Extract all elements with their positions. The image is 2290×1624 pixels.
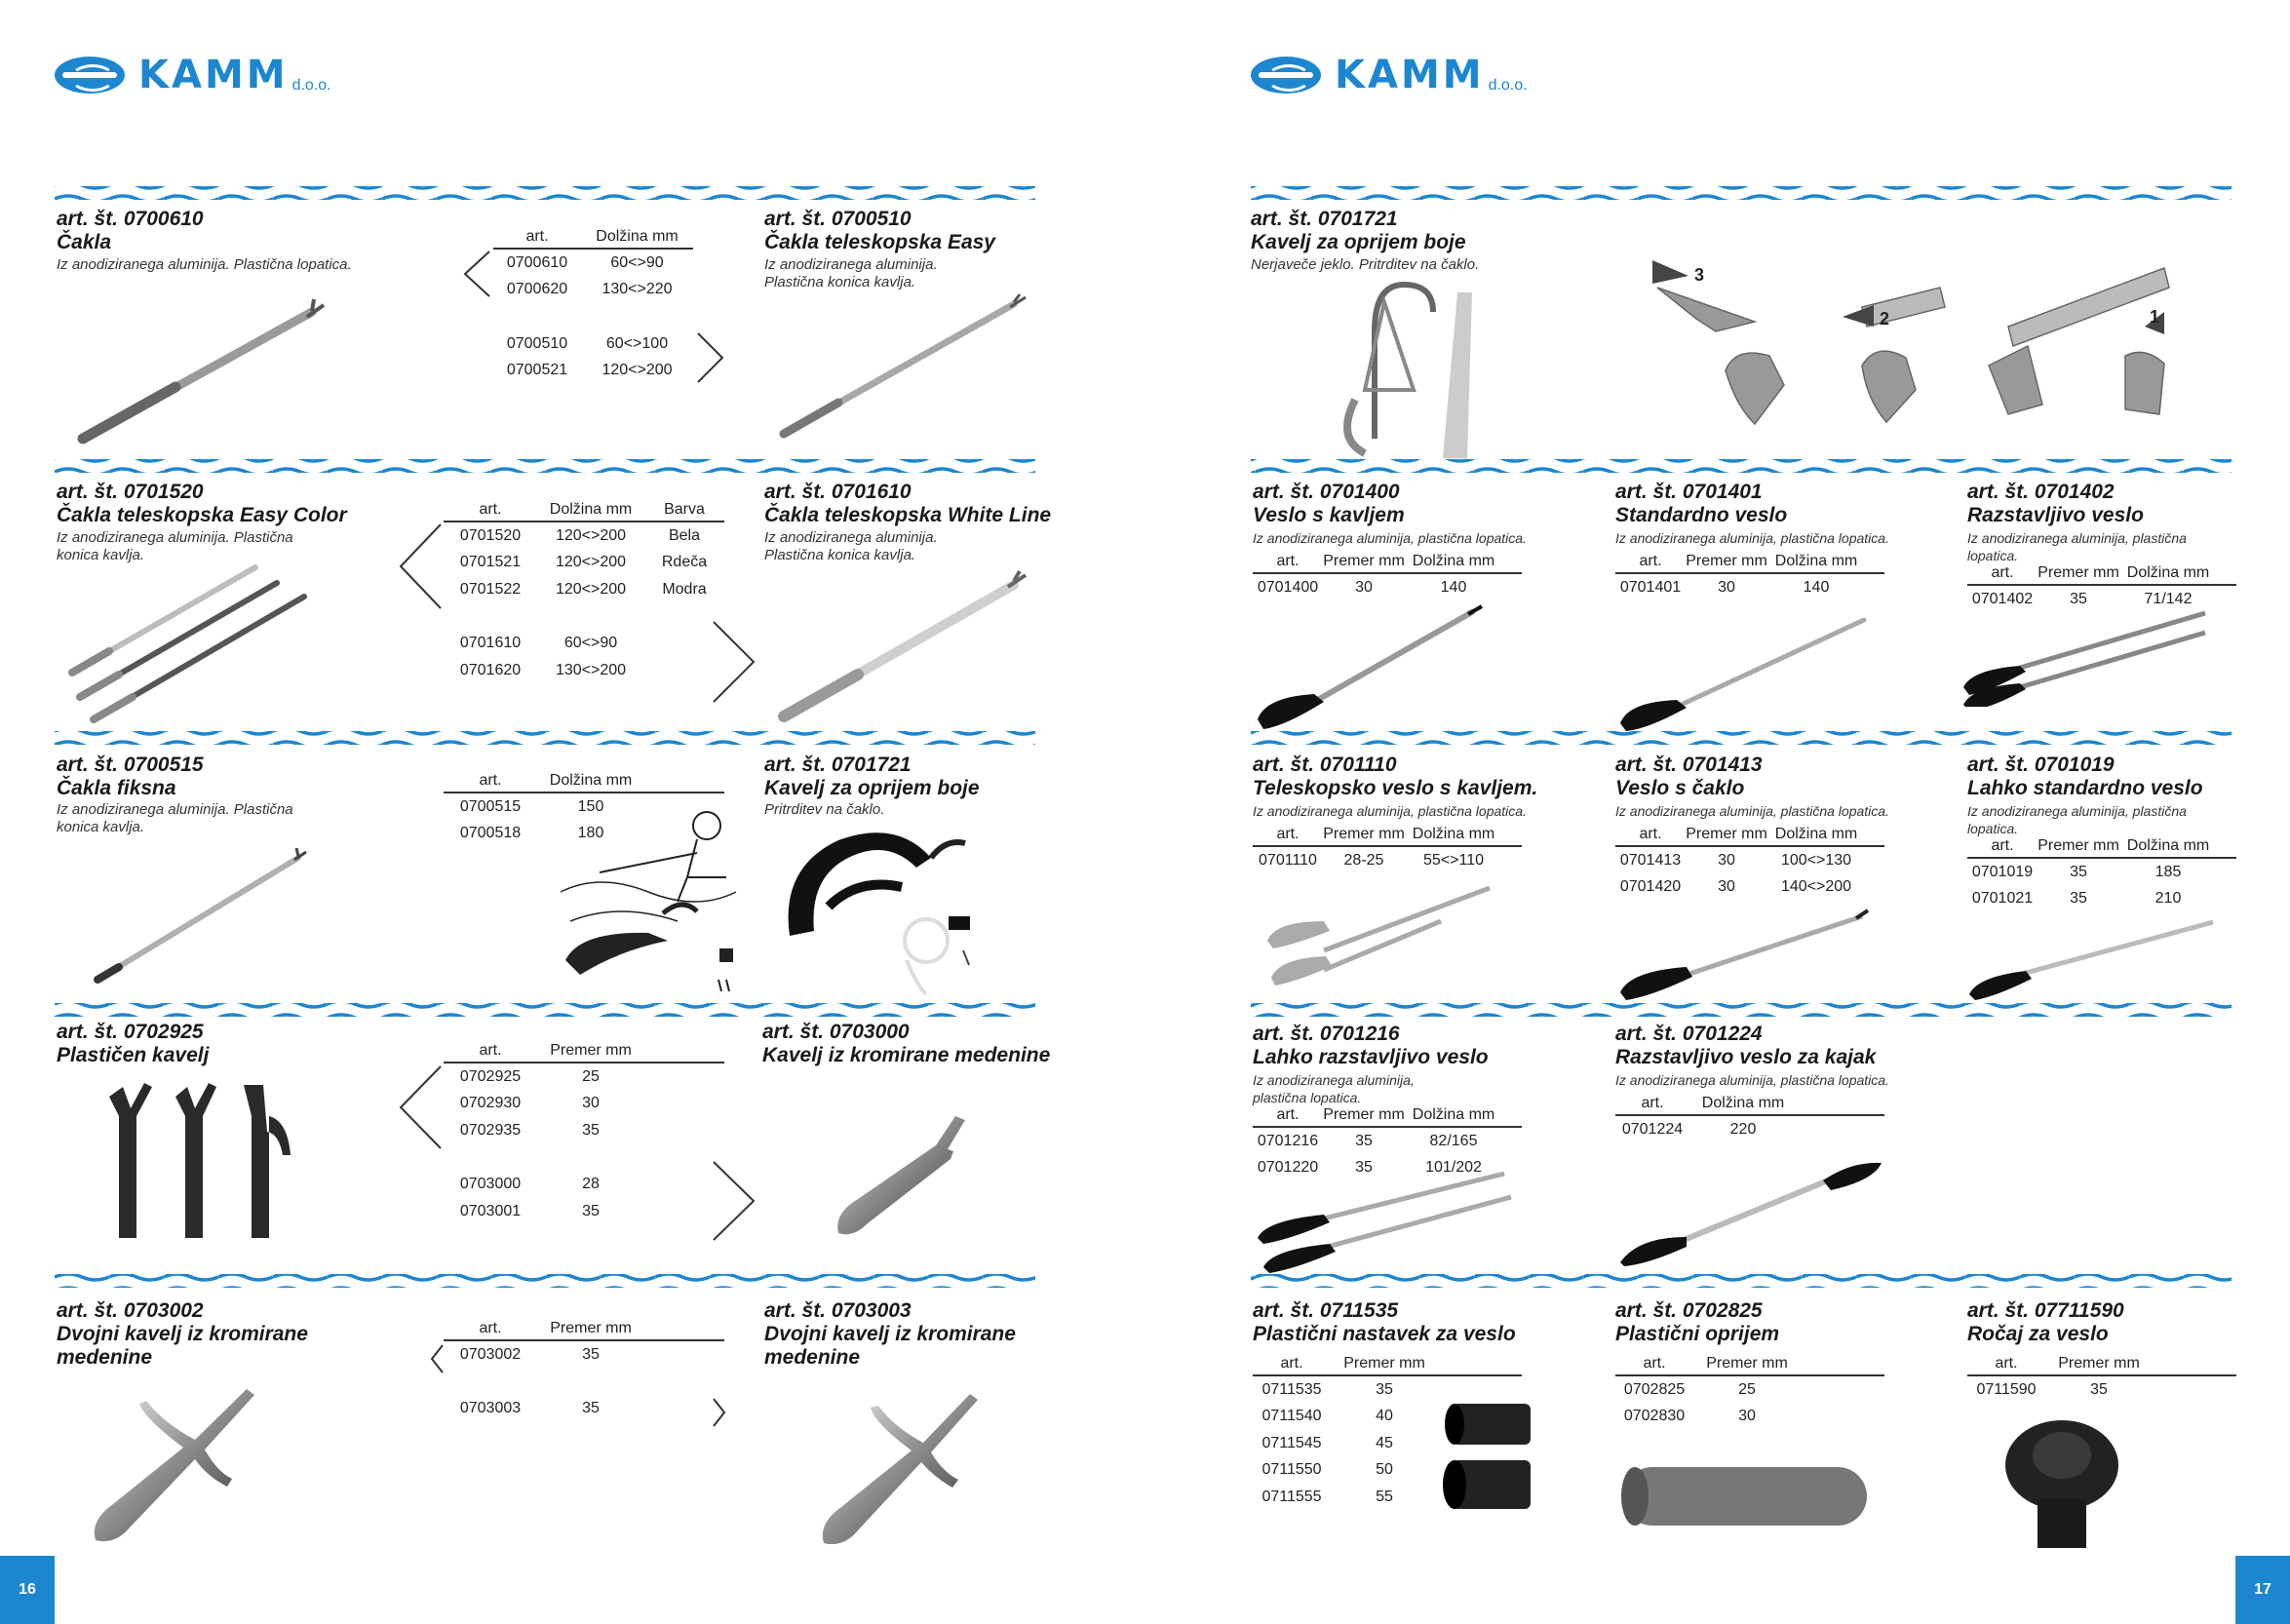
col-header: Premer mm [1343, 1355, 1425, 1372]
table-header [1253, 1353, 1522, 1376]
product-desc: Iz anodiziranega aluminija, [1253, 1072, 1415, 1088]
chevron-left-icon [462, 250, 491, 298]
cell: 101/202 [1425, 1159, 1482, 1177]
cell: 140<>200 [1780, 878, 1852, 896]
product-desc: Iz anodiziranega aluminija, plastična [1967, 803, 2187, 819]
cell: 0701420 [1619, 878, 1682, 896]
col-header: art. [1276, 826, 1300, 842]
cell: 0700610 [506, 253, 568, 271]
cell: 0702935 [459, 1121, 522, 1139]
table-header [1615, 551, 1884, 574]
table-row [444, 1091, 724, 1118]
table-row [493, 250, 693, 277]
product-name: Kavelj za oprijem boje [1251, 231, 1466, 253]
table-header [1253, 1104, 1522, 1128]
col-header: Premer mm [550, 1320, 632, 1336]
cell: 140 [1440, 578, 1467, 596]
product-name: Kavelj iz kromirane medenine [762, 1044, 1051, 1066]
cell: 100<>130 [1780, 851, 1852, 869]
table-row [1615, 1404, 1884, 1431]
cell: 45 [1376, 1434, 1393, 1451]
product-name: Standardno veslo [1615, 504, 1788, 526]
table-row [1615, 1376, 1884, 1404]
product-art: art. št. 0701520 [57, 481, 204, 503]
cell: 0701110 [1259, 851, 1317, 869]
table-row [444, 1063, 724, 1091]
col-header: Dolžina mm [1412, 1106, 1495, 1123]
product-art: art. št. 0703002 [57, 1299, 204, 1322]
product-desc: Plastična konica kavlja. [764, 547, 916, 563]
cell: 55<>110 [1423, 851, 1484, 869]
oar-with-hook-image [1256, 604, 1490, 731]
light-dismountable-oar-image [1256, 1170, 1519, 1277]
cell: Rdeča [661, 554, 708, 571]
step-number: 1 [2150, 307, 2160, 327]
product-desc: Iz anodiziranega aluminija. [764, 529, 938, 546]
cell: 0701610 [459, 635, 522, 652]
col-header: Dolžina mm [1774, 826, 1858, 842]
cell: 120<>200 [555, 554, 627, 571]
product-art: art. št. 0700515 [57, 754, 204, 776]
fixed-boat-hook-image [90, 848, 314, 989]
cell: 0701620 [459, 661, 522, 678]
product-desc: lopatica. [1967, 548, 2019, 563]
product-desc: konica kavlja. [57, 819, 145, 835]
table-row [1967, 859, 2236, 886]
brand-name: KAMM [138, 53, 289, 97]
col-header: art. [1639, 553, 1662, 569]
spec-table [1615, 1353, 1884, 1430]
table-header [1615, 824, 1884, 847]
plastic-hooks-image [97, 1077, 307, 1248]
cell: 0701019 [1971, 863, 2034, 880]
table-row [444, 631, 724, 658]
table-row [1615, 874, 1884, 902]
product-desc: Iz anodiziranega aluminija. Plastična [57, 529, 293, 546]
col-header: Dolžina mm [596, 228, 679, 245]
cell: 140 [1803, 578, 1830, 596]
cell: 35 [582, 1345, 600, 1363]
product-desc: Plastična konica kavlja. [764, 274, 916, 290]
product-desc: Iz anodiziranega aluminija, plastična lopatica. [1253, 803, 1527, 819]
cell: 30 [1355, 578, 1373, 596]
cell: 35 [1355, 1132, 1373, 1149]
cell: 82/165 [1429, 1132, 1478, 1149]
col-header: Premer mm [1323, 826, 1405, 842]
cell: 71/142 [2144, 590, 2193, 607]
col-header: Dolžina mm [1412, 553, 1495, 569]
table-header [1967, 835, 2236, 859]
product-name: Čakla teleskopska White Line [764, 504, 1052, 526]
cell: 0701522 [459, 580, 522, 598]
cell: 35 [582, 1400, 600, 1417]
col-header: art. [525, 228, 549, 245]
product-art: art. št. 0701400 [1253, 481, 1400, 503]
cell: 185 [2154, 863, 2182, 880]
spec-table [1615, 551, 1884, 601]
product-art: art. št. 07711590 [1967, 1299, 2124, 1322]
dismountable-oar-image [1961, 609, 2215, 707]
product-desc: konica kavlja. [57, 547, 145, 563]
col-header: art. [1643, 1355, 1666, 1372]
col-header: Barva [664, 501, 705, 518]
brand-suffix: d.o.o. [291, 77, 331, 94]
plastic-grip-image [1613, 1448, 1882, 1545]
col-header: Premer mm [550, 1042, 632, 1059]
cell: 0702825 [1623, 1380, 1686, 1398]
brand-name: KAMM [1335, 53, 1485, 97]
cell: 40 [1376, 1408, 1393, 1425]
table-row [444, 550, 724, 577]
col-header: art. [1641, 1095, 1664, 1111]
cell: 30 [1718, 878, 1735, 896]
cell: 35 [2070, 590, 2087, 607]
cell: 35 [2090, 1380, 2108, 1398]
product-name: Veslo s čaklo [1615, 777, 1745, 799]
product-desc: Iz anodiziranega aluminija. [764, 256, 938, 273]
product-desc: Iz anodiziranega aluminija. Plastična [57, 801, 293, 818]
cell: 30 [1718, 851, 1735, 869]
product-name: Čakla teleskopska Easy [764, 231, 995, 253]
table-row [1967, 1376, 2236, 1404]
product-art: art. št. 0701413 [1615, 754, 1763, 776]
cell: 0703003 [459, 1400, 522, 1417]
cell: 120<>200 [555, 526, 627, 544]
cell: 0711535 [1261, 1380, 1322, 1398]
oar-with-boat-hook-image [1618, 907, 1872, 1004]
cell: 0711550 [1261, 1461, 1322, 1479]
col-header: Dolžina mm [2126, 837, 2210, 854]
product-art: art. št. 0711535 [1253, 1299, 1399, 1322]
product-name: Plastični nastavek za veslo [1253, 1323, 1516, 1345]
boat-hook-image [68, 297, 331, 448]
cell: 35 [2070, 863, 2087, 880]
chrome-hook-image [829, 1106, 985, 1253]
col-header: Dolžina mm [2126, 564, 2210, 581]
table-row [444, 1341, 724, 1369]
product-art: art. št. 0701610 [764, 481, 912, 503]
cell: 0702930 [459, 1095, 522, 1112]
product-art: art. št. 0701402 [1967, 481, 2115, 503]
table-header [1967, 1353, 2236, 1376]
cell: 210 [2154, 890, 2182, 908]
page-number-left: 16 [0, 1556, 55, 1624]
step-number: 2 [1880, 309, 1890, 329]
color-boat-hooks-image [60, 556, 329, 726]
cell: 0701521 [459, 554, 522, 571]
product-name: Ročaj za veslo [1967, 1323, 2109, 1345]
cell: 35 [582, 1202, 600, 1219]
col-header: Dolžina mm [1774, 553, 1858, 569]
spec-table [493, 226, 693, 384]
cell: 0700518 [459, 825, 522, 842]
cell: 0701520 [459, 526, 522, 544]
telescopic-boat-hook-image [770, 292, 1033, 444]
table-row [493, 277, 693, 304]
cell: Bela [668, 526, 701, 544]
product-art: art. št. 0702925 [57, 1021, 204, 1043]
cell: 50 [1376, 1461, 1393, 1479]
cell: 35 [2070, 890, 2087, 908]
cell: 35 [1355, 1159, 1373, 1177]
double-chrome-hook-image [814, 1382, 990, 1558]
product-name: Dvojni kavelj iz kromirane [764, 1323, 1016, 1345]
table-row [1967, 886, 2236, 913]
spec-table [1253, 824, 1522, 874]
col-header: Premer mm [1323, 1106, 1405, 1123]
product-name: Razstavljivo veslo za kajak [1615, 1046, 1877, 1068]
cell: 0701224 [1621, 1120, 1684, 1138]
page-number-right: 17 [2235, 1556, 2290, 1624]
cell: 30 [582, 1095, 600, 1112]
product-desc: Iz anodiziranega aluminija, plastična [1967, 530, 2187, 546]
cell: 0702925 [459, 1067, 522, 1085]
product-desc: lopatica. [1967, 821, 2019, 836]
product-name: medenine [764, 1346, 861, 1369]
table-row [1615, 847, 1884, 874]
product-name: Lahko razstavljivo veslo [1253, 1046, 1489, 1068]
cell: 30 [1718, 578, 1735, 596]
table-row [1615, 1116, 1884, 1143]
product-name: Dvojni kavelj iz kromirane [57, 1323, 308, 1345]
table-row [1615, 574, 1884, 601]
cell: 0701413 [1619, 851, 1682, 869]
col-header: art. [1995, 1355, 2018, 1372]
stainless-buoy-hook-image [1297, 273, 1482, 458]
product-desc: Iz anodiziranega aluminija, plastična lopatica. [1253, 530, 1527, 546]
table-row [444, 1117, 724, 1144]
spec-table [1967, 562, 2236, 613]
table-row [444, 576, 724, 603]
brand-suffix: d.o.o. [1488, 77, 1528, 94]
col-header: Dolžina mm [549, 501, 633, 518]
buoy-hook-illustration [541, 804, 756, 994]
product-name: Čakla teleskopska Easy Color [57, 504, 347, 526]
product-name: Razstavljivo veslo [1967, 504, 2144, 526]
product-art: art. št. 0701019 [1967, 754, 2115, 776]
product-desc: Nerjaveče jeklo. Pritrditev na čaklo. [1251, 256, 1480, 273]
table-header [1615, 1353, 1884, 1376]
cell: 120<>200 [555, 580, 627, 598]
table-row [493, 358, 693, 385]
cell: 0700510 [506, 334, 568, 352]
chevron-right-icon [696, 331, 725, 385]
product-name: Plastični oprijem [1615, 1323, 1780, 1345]
product-name: Teleskopsko veslo s kavljem. [1253, 777, 1538, 799]
cell: 130<>220 [602, 281, 673, 298]
product-name: Čakla [57, 231, 112, 253]
cell: 0701021 [1971, 890, 2034, 908]
cell: 120<>200 [602, 362, 673, 379]
table-row [1253, 847, 1522, 874]
cell: 0701220 [1257, 1159, 1319, 1177]
cell: 0703002 [459, 1345, 522, 1363]
col-header: Premer mm [1706, 1355, 1788, 1372]
product-art: art. št. 0701721 [764, 754, 912, 776]
oar-handle-image [1999, 1411, 2125, 1558]
col-header: Premer mm [2058, 1355, 2140, 1372]
cell: 28 [582, 1176, 600, 1193]
cell: 0711590 [1976, 1380, 2037, 1398]
product-art: art. št. 0703003 [764, 1299, 912, 1322]
plastic-oar-tips-image [1433, 1394, 1540, 1521]
table-row [444, 522, 724, 550]
product-art: art. št. 0701110 [1253, 754, 1397, 776]
table-row [444, 1198, 724, 1225]
cell: 25 [1738, 1380, 1756, 1398]
product-desc: Iz anodiziranega aluminija. Plastična lopatica. [57, 256, 352, 273]
cell: 0701400 [1257, 578, 1319, 596]
col-header: Premer mm [2038, 564, 2119, 581]
cell: 0703001 [459, 1202, 522, 1219]
table-row [444, 1396, 724, 1423]
product-name: medenine [57, 1346, 153, 1369]
col-header: Premer mm [1686, 553, 1767, 569]
table-header [1253, 551, 1522, 574]
kayak-paddle-image [1618, 1155, 1886, 1272]
cell: 60<>90 [563, 635, 618, 652]
telescopic-oar-image [1265, 882, 1499, 999]
chevron-right-icon [712, 1397, 727, 1428]
light-standard-oar-image [1967, 916, 2221, 1004]
table-header [1253, 824, 1522, 847]
product-art: art. št. 0701721 [1251, 208, 1398, 230]
white-line-boat-hook-image [770, 565, 1033, 726]
col-header: art. [479, 1320, 502, 1336]
product-art: art. št. 0700610 [57, 208, 204, 230]
col-header: art. [1639, 826, 1662, 842]
chevron-right-icon [712, 620, 757, 704]
chevron-left-icon [398, 1064, 443, 1150]
cell: 0711555 [1261, 1488, 1322, 1505]
spec-table [1253, 551, 1522, 601]
col-header: art. [1280, 1355, 1303, 1372]
standard-oar-image [1618, 614, 1872, 731]
cell: 60<>100 [605, 334, 669, 352]
cell: 0700515 [459, 797, 522, 815]
cell: 180 [577, 825, 604, 842]
table-header [1615, 1093, 1884, 1116]
col-header: art. [1276, 553, 1300, 569]
table-row [493, 330, 693, 358]
cell: 150 [577, 797, 604, 815]
cell: 0703000 [459, 1176, 522, 1193]
col-header: art. [1276, 1106, 1300, 1123]
cell: 130<>200 [555, 661, 627, 678]
product-desc: plastična lopatica. [1253, 1090, 1362, 1105]
product-name: Kavelj za oprijem boje [764, 777, 980, 799]
table-row [1253, 1128, 1522, 1155]
step-number: 3 [1694, 265, 1705, 285]
col-header: art. [479, 501, 502, 518]
product-art: art. št. 0701216 [1253, 1023, 1400, 1045]
cell: 0701401 [1619, 578, 1682, 596]
product-desc: Iz anodiziranega aluminija, plastična lopatica. [1615, 1072, 1889, 1088]
chevron-right-icon [712, 1160, 757, 1242]
table-header [1967, 562, 2236, 586]
product-name: Veslo s kavljem [1253, 504, 1405, 526]
cell: 30 [1738, 1408, 1756, 1425]
product-art: art. št. 0701224 [1615, 1023, 1763, 1045]
product-name: Čakla fiksna [57, 777, 176, 799]
cell: 25 [582, 1067, 600, 1085]
product-desc: Iz anodiziranega aluminija, plastična lopatica. [1615, 530, 1889, 546]
buoy-hook-photo [770, 819, 1004, 999]
cell: 35 [582, 1121, 600, 1139]
spec-table [444, 499, 724, 684]
col-header: Dolžina mm [1412, 826, 1495, 842]
spec-table [1967, 835, 2236, 912]
spec-table [444, 1318, 724, 1422]
col-header: Dolžina mm [1701, 1095, 1785, 1111]
chevron-left-icon [398, 522, 443, 610]
spec-table [1615, 1093, 1884, 1143]
spec-table [1967, 1353, 2236, 1404]
col-header: art. [1991, 564, 2014, 581]
table-row [444, 657, 724, 684]
cell: 0711545 [1261, 1434, 1322, 1451]
cell: 0701216 [1257, 1132, 1319, 1149]
table-row [444, 1172, 724, 1199]
product-name: Plastičen kavelj [57, 1044, 210, 1066]
product-desc: Iz anodiziranega aluminija, plastična lopatica. [1615, 803, 1889, 819]
product-name: Lahko standardno veslo [1967, 777, 2203, 799]
col-header: art. [479, 772, 502, 789]
spec-table [1615, 824, 1884, 901]
col-header: art. [479, 1042, 502, 1059]
col-header: Premer mm [1686, 826, 1767, 842]
cell: 0701402 [1971, 590, 2034, 607]
col-header: Premer mm [1323, 553, 1405, 569]
cell: Modra [662, 580, 707, 598]
product-art: art. št. 0703000 [762, 1021, 910, 1043]
cell: 28-25 [1343, 851, 1384, 869]
cell: 60<>90 [610, 253, 664, 271]
col-header: art. [1991, 837, 2014, 854]
buoy-hook-steps-illustration [1618, 249, 2242, 434]
cell: 0700521 [506, 362, 568, 379]
table-row [1253, 574, 1522, 601]
cell: 0702830 [1623, 1408, 1686, 1425]
cell: 55 [1376, 1488, 1393, 1505]
product-art: art. št. 0700510 [764, 208, 912, 230]
cell: 0711540 [1261, 1408, 1322, 1425]
cell: 35 [1376, 1380, 1393, 1398]
col-header: Premer mm [2038, 837, 2119, 854]
double-chrome-hook-image [86, 1379, 261, 1555]
col-header: Dolžina mm [549, 772, 633, 789]
product-art: art. št. 0702825 [1615, 1299, 1763, 1322]
product-art: art. št. 0701401 [1615, 481, 1763, 503]
chevron-left-icon [429, 1343, 445, 1374]
cell: 220 [1729, 1120, 1757, 1138]
cell: 0700620 [506, 281, 568, 298]
product-desc: Pritrditev na čaklo. [764, 801, 885, 818]
spec-table [444, 1040, 724, 1225]
